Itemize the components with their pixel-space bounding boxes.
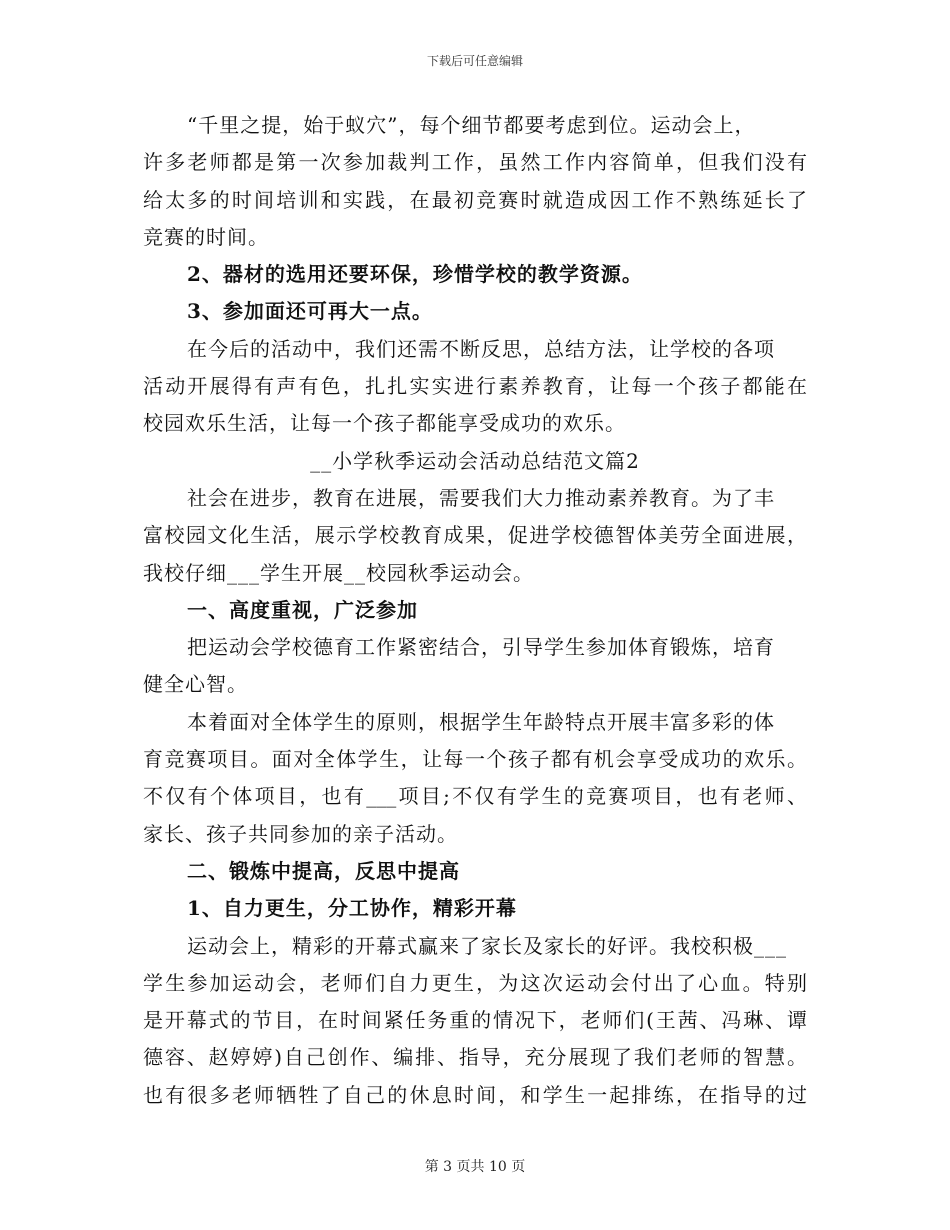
- paragraph-line: 把运动会学校德育工作紧密结合，引导学生参加体育锻炼，培育: [187, 635, 775, 660]
- paragraph-line: 不仅有个体项目，也有___项目;不仅有学生的竞赛项目，也有老师、: [143, 784, 807, 809]
- paragraph-line: 给太多的时间培训和实践，在最初竞赛时就造成因工作不熟练延长了: [143, 187, 807, 212]
- list-item-heading: 2、器材的选用还要环保，珍惜学校的教学资源。: [187, 262, 643, 287]
- paragraph-line: 许多老师都是第一次参加裁判工作，虽然工作内容简单，但我们没有: [143, 150, 807, 175]
- paragraph-line: 竞赛的时间。: [143, 224, 269, 249]
- paragraph-line: 育竞赛项目。面对全体学生，让每一个孩子都有机会享受成功的欢乐。: [143, 747, 807, 772]
- paragraph-line: 富校园文化生活，展示学校教育成果，促进学校德智体美劳全面进展，: [143, 523, 807, 548]
- section-heading: 二、锻炼中提高，反思中提高: [187, 858, 460, 883]
- subsection-heading: 1、自力更生，分工协作，精彩开幕: [187, 896, 517, 921]
- section-heading: 一、高度重视，广泛参加: [187, 597, 418, 622]
- page-header: 下载后可任意编辑: [426, 54, 523, 68]
- list-item-heading: 3、参加面还可再大一点。: [187, 299, 433, 324]
- paragraph-line: 校园欢乐生活，让每一个孩子都能享受成功的欢乐。: [143, 411, 626, 436]
- page-footer: 第 3 页共 10 页: [424, 1159, 526, 1175]
- paragraph-line: 学生参加运动会，老师们自力更生，为这次运动会付出了心血。特别: [143, 970, 807, 995]
- document-body: [143, 107, 807, 1114]
- paragraph-line: 我校仔细___学生开展__校园秋季运动会。: [143, 560, 534, 585]
- paragraph-line: 是开幕式的节目，在时间紧任务重的情况下，老师们(王茜、冯琳、谭: [143, 1008, 807, 1033]
- paragraph-line: 健全心智。: [143, 672, 248, 697]
- paragraph-line: 社会在进步，教育在进展，需要我们大力推动素养教育。为了丰: [187, 485, 775, 510]
- paragraph-line: 德容、赵婷婷)自己创作、编排、指导，充分展现了我们老师的智慧。: [143, 1045, 807, 1070]
- paragraph-line: 也有很多老师牺牲了自己的休息时间，和学生一起排练，在指导的过: [143, 1082, 807, 1107]
- paragraph-line: “千里之提，始于蚁穴”，每个细节都要考虑到位。运动会上，: [187, 113, 756, 137]
- article-title: __小学秋季运动会活动总结范文篇2: [310, 448, 640, 473]
- paragraph-line: 本着面对全体学生的原则，根据学生年龄特点开展丰富多彩的体: [187, 709, 775, 734]
- paragraph-line: 在今后的活动中，我们还需不断反思，总结方法，让学校的各项: [187, 336, 775, 361]
- paragraph-line: 家长、孩子共同参加的亲子活动。: [143, 821, 458, 846]
- paragraph-line: 运动会上，精彩的开幕式赢来了家长及家长的好评。我校积极___: [187, 933, 787, 958]
- paragraph-line: 活动开展得有声有色，扎扎实实进行素养教育，让每一个孩子都能在: [143, 374, 807, 399]
